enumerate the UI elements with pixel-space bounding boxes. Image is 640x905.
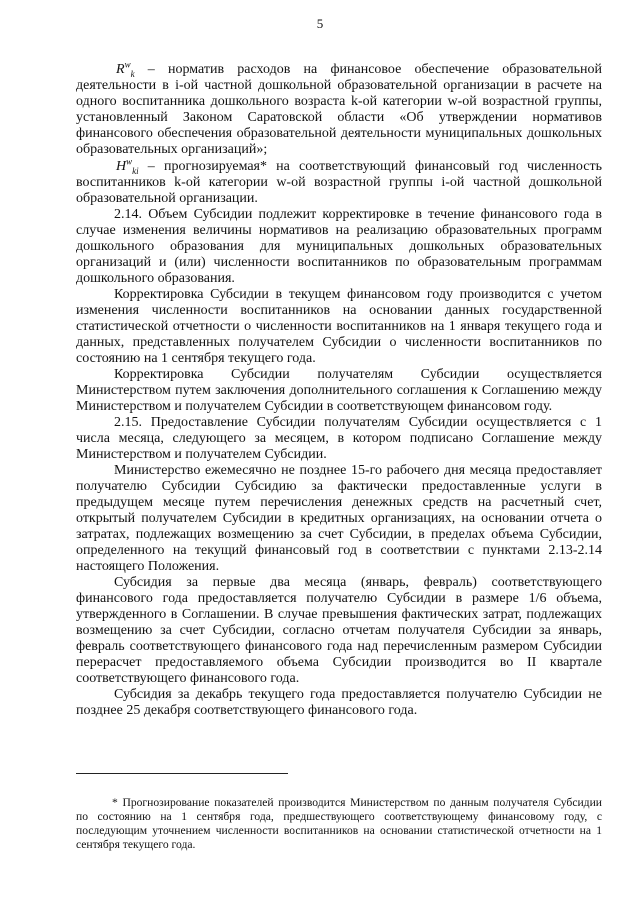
symbol-h: $H^w_{ki}$ (116, 156, 139, 176)
page-number: 5 (316, 16, 324, 31)
definition-h (76, 156, 602, 207)
definition-r (76, 59, 602, 158)
document-body (76, 59, 602, 719)
footnote-text: * Прогнозирование показателей производится Министерством по данным получателя Субсидии по состоянию на 1 сентября года, предшествующего соответствующему финансовому году, с последующим уточнением численности воспитанников на основании статистической отчетности на 1 сентября текущего года. (76, 795, 602, 851)
footnote-divider (76, 773, 288, 774)
symbol-r: $R^w_k$ (116, 59, 135, 79)
definition-h-text: – прогнозируемая* на соответствующий финансовый год численность воспитанников k-ой категории w-ой возрастной группы i-ой частной дошкольной образовательной организации. (76, 159, 602, 206)
paragraph-correction-agreement: Корректировка Субсидии получателям Субсидии осуществляется Министерством путем заключения дополнительного соглашения к Соглашению между Министерством и получателем Субсидии в соответствующем финансовом году. (76, 367, 602, 414)
paragraph-correction: Корректировка Субсидии в текущем финансовом году производится с учетом изменения численности воспитанников на основании данных государственной статистической отчетности о численности воспитанников на 1 января текущего года и данных, представленных получателем Субсидии о численности воспитанников по состоянию на 1 сентября текущего года. (76, 287, 602, 366)
footnote (76, 796, 602, 852)
paragraph-2-15: 2.15. Предоставление Субсидии получателям Субсидии осуществляется с 1 числа месяца, следующего за месяцем, в котором подписано Соглашение между Министерством и получателем Субсидии. (76, 415, 602, 462)
paragraph-monthly-payment: Министерство ежемесячно не позднее 15-го рабочего дня месяца предоставляет получателю Субсидии Субсидию за фактически предоставленные услуги в предыдущем месяце путем перечисления денежных средств на расчетный счет, открытый получателем Субсидии в кредитных организациях, на основании отчета о затратах, подлежащих возмещению за счет Субсидии, в пределах объема Субсидии, определенного на текущий финансовый год в соответствии с пунктами 2.13-2.14 настоящего Положения. (76, 463, 602, 574)
paragraph-first-months: Субсидия за первые два месяца (январь, февраль) соответствующего финансового года предоставляется получателю Субсидии в размере 1/6 объема, утвержденного в Соглашении. В случае превышения фактических затрат, подлежащих возмещению за счет Субсидии, согласно отчетам получателя Субсидии за январь, февраль соответствующего финансового года над перечисленным размером Субсидии перерасчет предоставляемого объема Субсидии производится во II квартале соответствующего финансового года. (76, 575, 602, 686)
paragraph-2-14: 2.14. Объем Субсидии подлежит корректировке в течение финансового года в случае изменения величины нормативов на реализацию образовательных программ дошкольного образования для муниципальных дошкольных образовательных организаций и (или) численности воспитанников по образовательным программам дошкольного образования. (76, 207, 602, 286)
paragraph-december: Субсидия за декабрь текущего года предоставляется получателю Субсидии не позднее 25 декабря соответствующего финансового года. (76, 687, 602, 718)
definition-r-text: – норматив расходов на финансовое обеспечение образовательной деятельности в i-ой частной дошкольной образовательной организации в расчете на одного воспитанника дошкольного возраста k-ой категории w-ой возрастной группы, установленный Законом Саратовской области «Об утверждении нормативов финансового обеспечения образовательной деятельности муниципальных дошкольных образовательных организаций»; (76, 62, 602, 157)
